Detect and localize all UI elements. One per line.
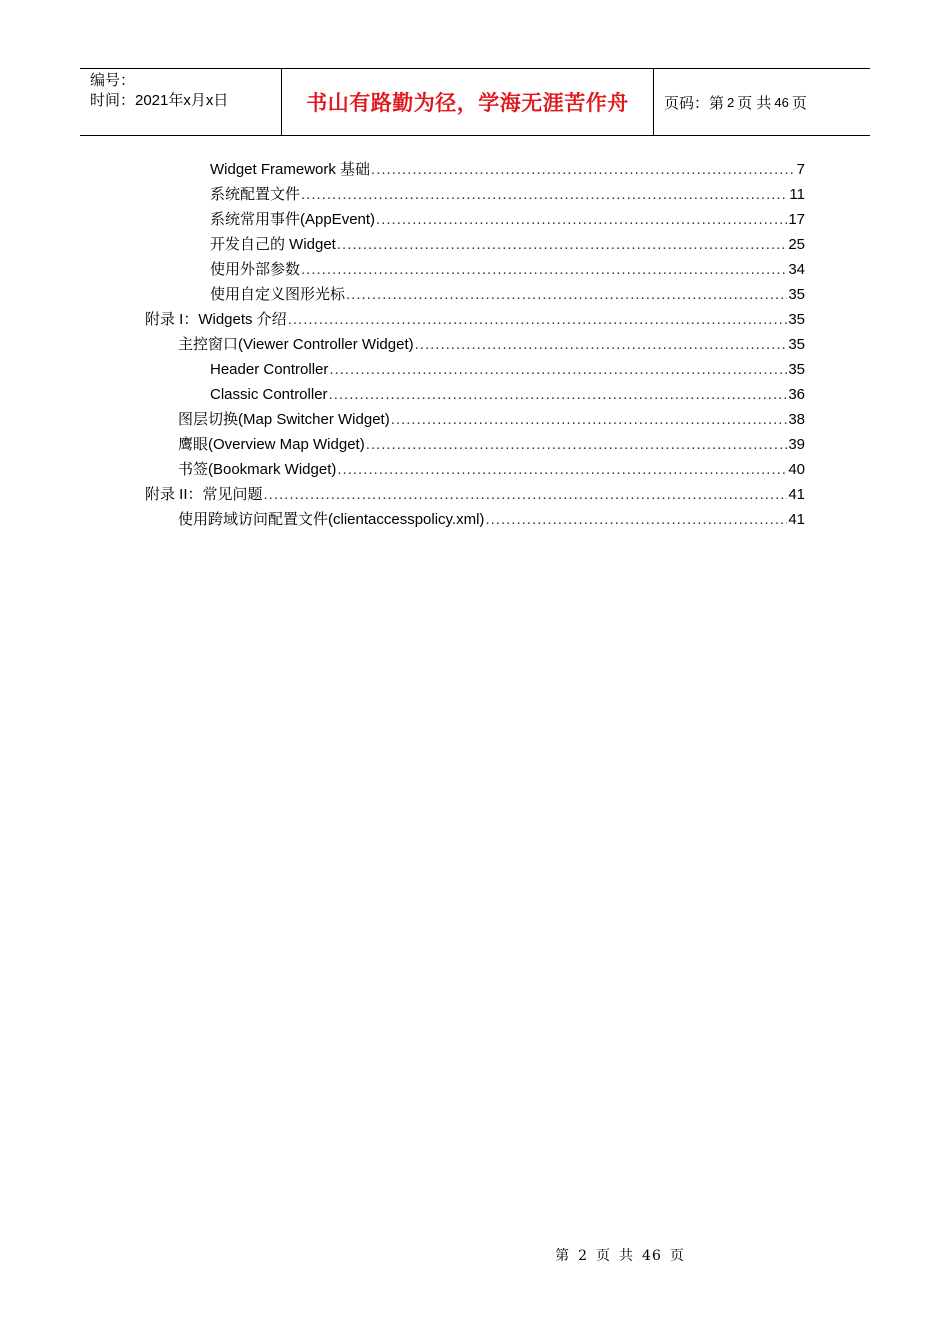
toc-dot-leader (301, 183, 788, 207)
page-prefix: 页码：第 (664, 94, 725, 112)
document-date: 时间：2021年x月x日 (90, 92, 229, 109)
toc-entry-page: 41 (788, 511, 805, 528)
toc-entry-title: Header Controller (210, 361, 329, 378)
footer-page-word: 页 (596, 1248, 612, 1264)
toc-entry[interactable] (210, 258, 805, 282)
toc-entry-title: 开发自己的 Widget (210, 236, 336, 253)
toc-entry[interactable] (210, 283, 805, 307)
toc-entry-page: 25 (788, 236, 805, 253)
toc-entry-title: 图层切换(Map Switcher Widget) (178, 411, 390, 428)
toc-dot-leader (329, 383, 788, 407)
toc-dot-leader (346, 283, 787, 307)
toc-entry-page: 35 (788, 286, 805, 303)
toc-entry-page: 7 (796, 161, 805, 178)
toc-entry[interactable] (178, 333, 805, 357)
toc-entry-title: 鹰眼(Overview Map Widget) (178, 436, 365, 453)
toc-entry-page: 40 (788, 461, 805, 478)
toc-entry-title: 使用跨域访问配置文件(clientaccesspolicy.xml) (178, 511, 485, 528)
toc-entry-page: 38 (788, 411, 805, 428)
toc-entry[interactable] (178, 508, 805, 532)
page-current: 2 (727, 94, 735, 110)
footer-prefix: 第 (555, 1248, 571, 1264)
toc-entry[interactable] (210, 183, 805, 207)
toc-entry[interactable] (145, 308, 805, 332)
toc-entry[interactable] (210, 358, 805, 382)
toc-dot-leader (391, 408, 788, 432)
header-motto: 书山有路勤为径，学海无涯苦作舟 (282, 69, 654, 135)
toc-dot-leader (301, 258, 787, 282)
toc-entry-title: 系统配置文件 (210, 186, 301, 203)
toc-entry-page: 35 (788, 361, 805, 378)
toc-entry-title: 附录 II：常见问题 (145, 486, 263, 503)
page-header (80, 68, 870, 136)
toc-entry-page: 41 (788, 486, 805, 503)
document-number-label: 编号： (90, 72, 136, 89)
footer-page-current: 2 (578, 1248, 589, 1264)
footer-page-total: 46 (642, 1248, 662, 1264)
page-suffix: 页 (791, 94, 807, 112)
footer-suffix: 页 (669, 1248, 685, 1264)
toc-entry[interactable] (145, 483, 805, 507)
toc-entry-page: 11 (789, 186, 805, 203)
toc-dot-leader (264, 483, 788, 507)
toc-entry-page: 39 (788, 436, 805, 453)
toc-entry[interactable] (210, 233, 805, 257)
toc-entry-page: 36 (788, 386, 805, 403)
toc-dot-leader (371, 158, 796, 182)
footer-total-word: 共 (619, 1248, 635, 1264)
toc-entry-title: 使用外部参数 (210, 261, 301, 278)
page-footer (0, 1245, 950, 1265)
toc-dot-leader (485, 508, 787, 532)
toc-dot-leader (366, 433, 788, 457)
toc-entry-title: 使用自定义图形光标 (210, 286, 346, 303)
toc-entry-title: 附录 I：Widgets 介绍 (145, 311, 287, 328)
toc-entry-page: 35 (788, 311, 805, 328)
toc-entry[interactable] (210, 208, 805, 232)
toc-entry-page: 34 (788, 261, 805, 278)
toc-entry-title: Classic Controller (210, 386, 328, 403)
toc-dot-leader (415, 333, 788, 357)
toc-dot-leader (337, 233, 787, 257)
toc-entry-page: 35 (788, 336, 805, 353)
toc-entry[interactable] (210, 158, 805, 182)
toc-entry[interactable] (178, 433, 805, 457)
page-total: 46 (774, 94, 789, 110)
toc-entry[interactable] (210, 383, 805, 407)
toc-dot-leader (337, 458, 787, 482)
toc-entry-title: Widget Framework 基础 (210, 161, 371, 178)
toc-entry-page: 17 (788, 211, 805, 228)
header-page-number (654, 69, 870, 135)
toc-dot-leader (376, 208, 787, 232)
toc-entry-title: 书签(Bookmark Widget) (178, 461, 337, 478)
toc-entry-title: 主控窗口(Viewer Controller Widget) (178, 336, 414, 353)
toc-entry-title: 系统常用事件(AppEvent) (210, 211, 376, 228)
toc-dot-leader (329, 358, 787, 382)
toc-dot-leader (288, 308, 788, 332)
toc-entry[interactable] (178, 458, 805, 482)
header-meta (80, 69, 282, 135)
toc-entry[interactable] (178, 408, 805, 432)
page-mid: 页 共 (737, 94, 772, 112)
